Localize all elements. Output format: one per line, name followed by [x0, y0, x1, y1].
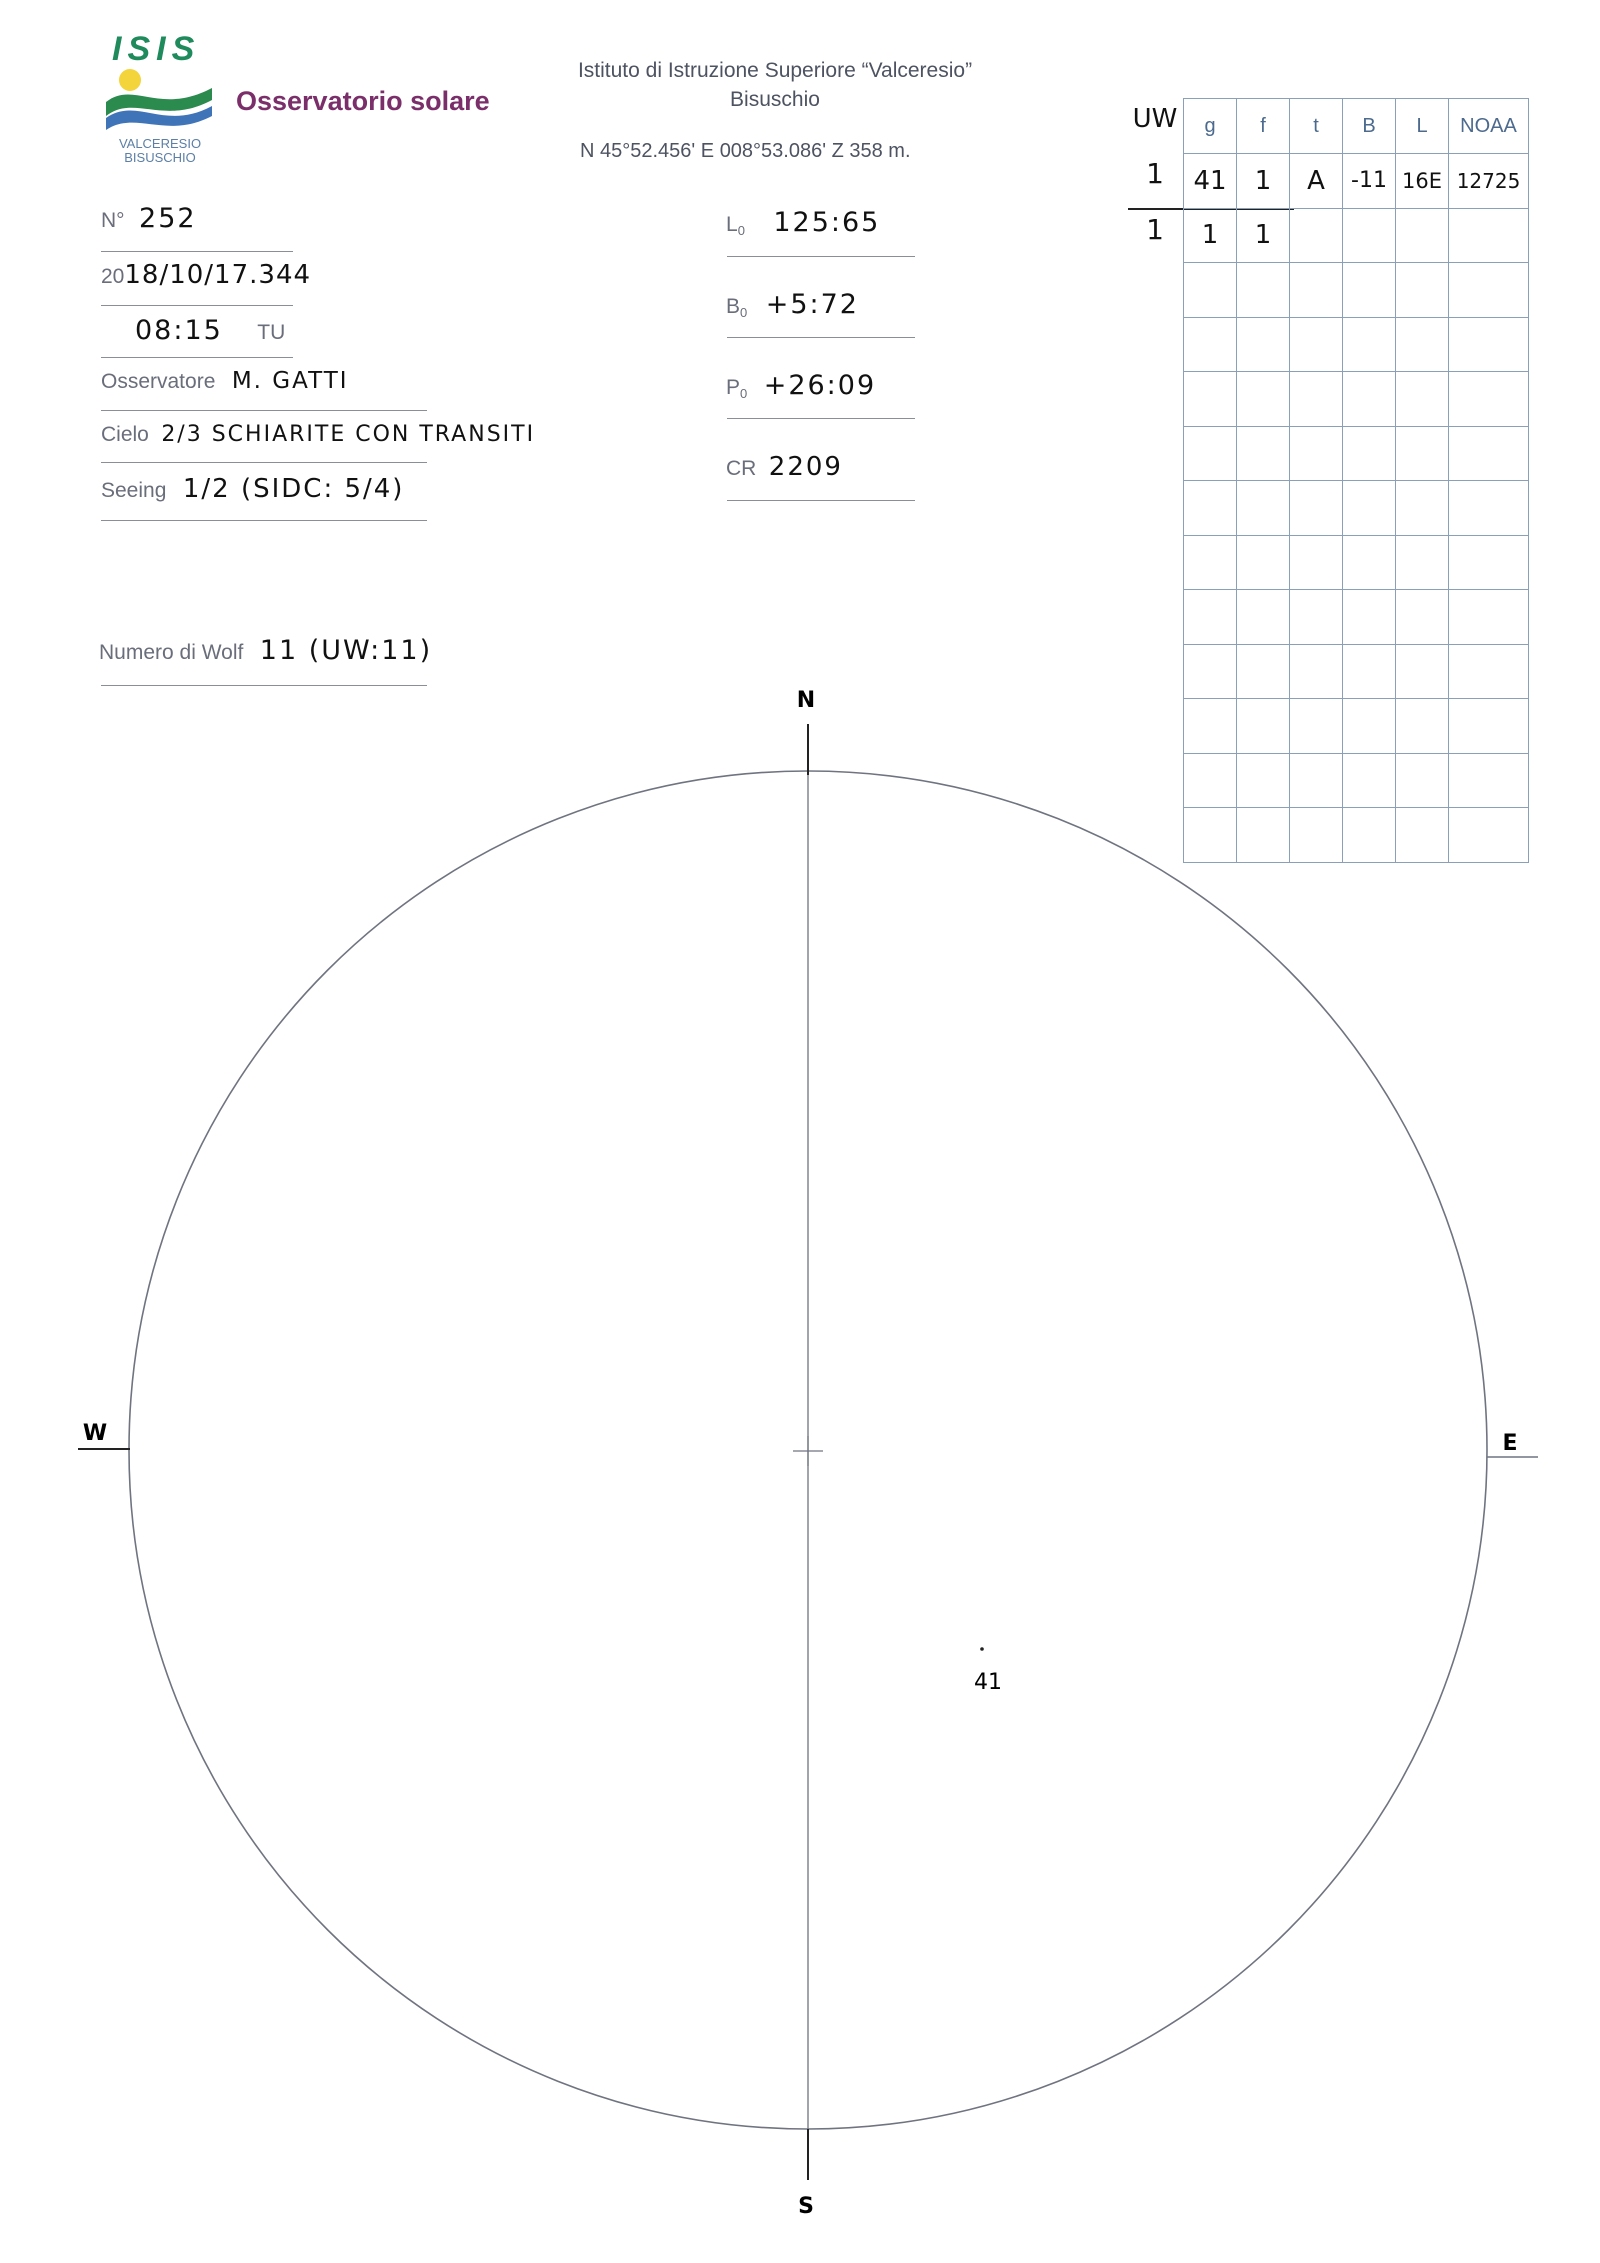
cell-f: 1: [1237, 208, 1290, 263]
cell-L: 16E: [1396, 154, 1449, 209]
seeing-value: 1/2 (SIDC: 5/4): [182, 474, 405, 504]
wolf-label: Numero di Wolf: [99, 641, 244, 664]
cell-g: 1: [1184, 208, 1237, 263]
north-label: N: [796, 688, 816, 713]
south-label: S: [798, 2194, 814, 2219]
observatory-coordinates: N 45°52.456' E 008°53.086' Z 358 m.: [580, 140, 911, 162]
logo-caption-line2: BISUSCHIO: [124, 150, 196, 165]
B0-label: B: [726, 295, 741, 318]
observer-value: M. GATTI: [231, 368, 349, 394]
observatory-title: Osservatorio solare: [236, 86, 490, 116]
cell-B: -11: [1343, 154, 1396, 209]
CR-value: 2209: [768, 452, 843, 482]
cell-g: 41: [1184, 154, 1237, 209]
logo-caption-line1: VALCERESIO: [118, 136, 202, 151]
header-t: t: [1290, 99, 1343, 154]
L0-subscript: 0: [737, 223, 745, 239]
number-label: N°: [101, 209, 125, 232]
time-value: 08:15: [135, 315, 223, 346]
L0-label: L: [726, 213, 738, 236]
wolf-value: 11 (UW:11): [259, 635, 433, 666]
east-label: E: [1502, 1431, 1518, 1456]
L0-value: 125:65: [773, 207, 881, 238]
logo-wordmark: ISIS: [112, 30, 201, 68]
observer-label: Osservatore: [101, 370, 216, 393]
seeing-label: Seeing: [101, 479, 167, 502]
B0-subscript: 0: [740, 305, 748, 321]
P0-value: +26:09: [763, 370, 877, 401]
header-NOAA: NOAA: [1449, 99, 1529, 154]
number-value: 252: [139, 203, 197, 234]
sunspot-group-label: 41: [974, 1670, 1002, 1695]
CR-label: CR: [726, 457, 757, 480]
B0-value: +5:72: [765, 289, 859, 320]
institute-name: Istituto di Istruzione Superiore “Valceresio”: [577, 59, 973, 82]
time-unit: TU: [257, 321, 286, 344]
sunspot-group-41: [980, 1647, 984, 1651]
header-g: g: [1184, 99, 1237, 154]
cell-f: 1: [1237, 154, 1290, 209]
uw-row-2: 1: [1146, 213, 1164, 246]
cell-NOAA: 12725: [1449, 154, 1529, 209]
uw-header: UW: [1132, 104, 1178, 134]
P0-label: P: [726, 376, 741, 399]
sky-label: Cielo: [101, 423, 149, 446]
uw-row-1: 1: [1146, 157, 1164, 190]
date-value: 18/10/17.344: [124, 260, 312, 290]
west-label: W: [82, 1421, 108, 1446]
date-prefix: 20: [101, 265, 125, 288]
institute-town: Bisuschio: [730, 88, 820, 111]
header-f: f: [1237, 99, 1290, 154]
header-L: L: [1396, 99, 1449, 154]
header-B: B: [1343, 99, 1396, 154]
cell-t: A: [1290, 154, 1343, 209]
P0-subscript: 0: [740, 386, 748, 402]
sky-value: 2/3 SCHIARITE CON TRANSITI: [161, 422, 536, 447]
